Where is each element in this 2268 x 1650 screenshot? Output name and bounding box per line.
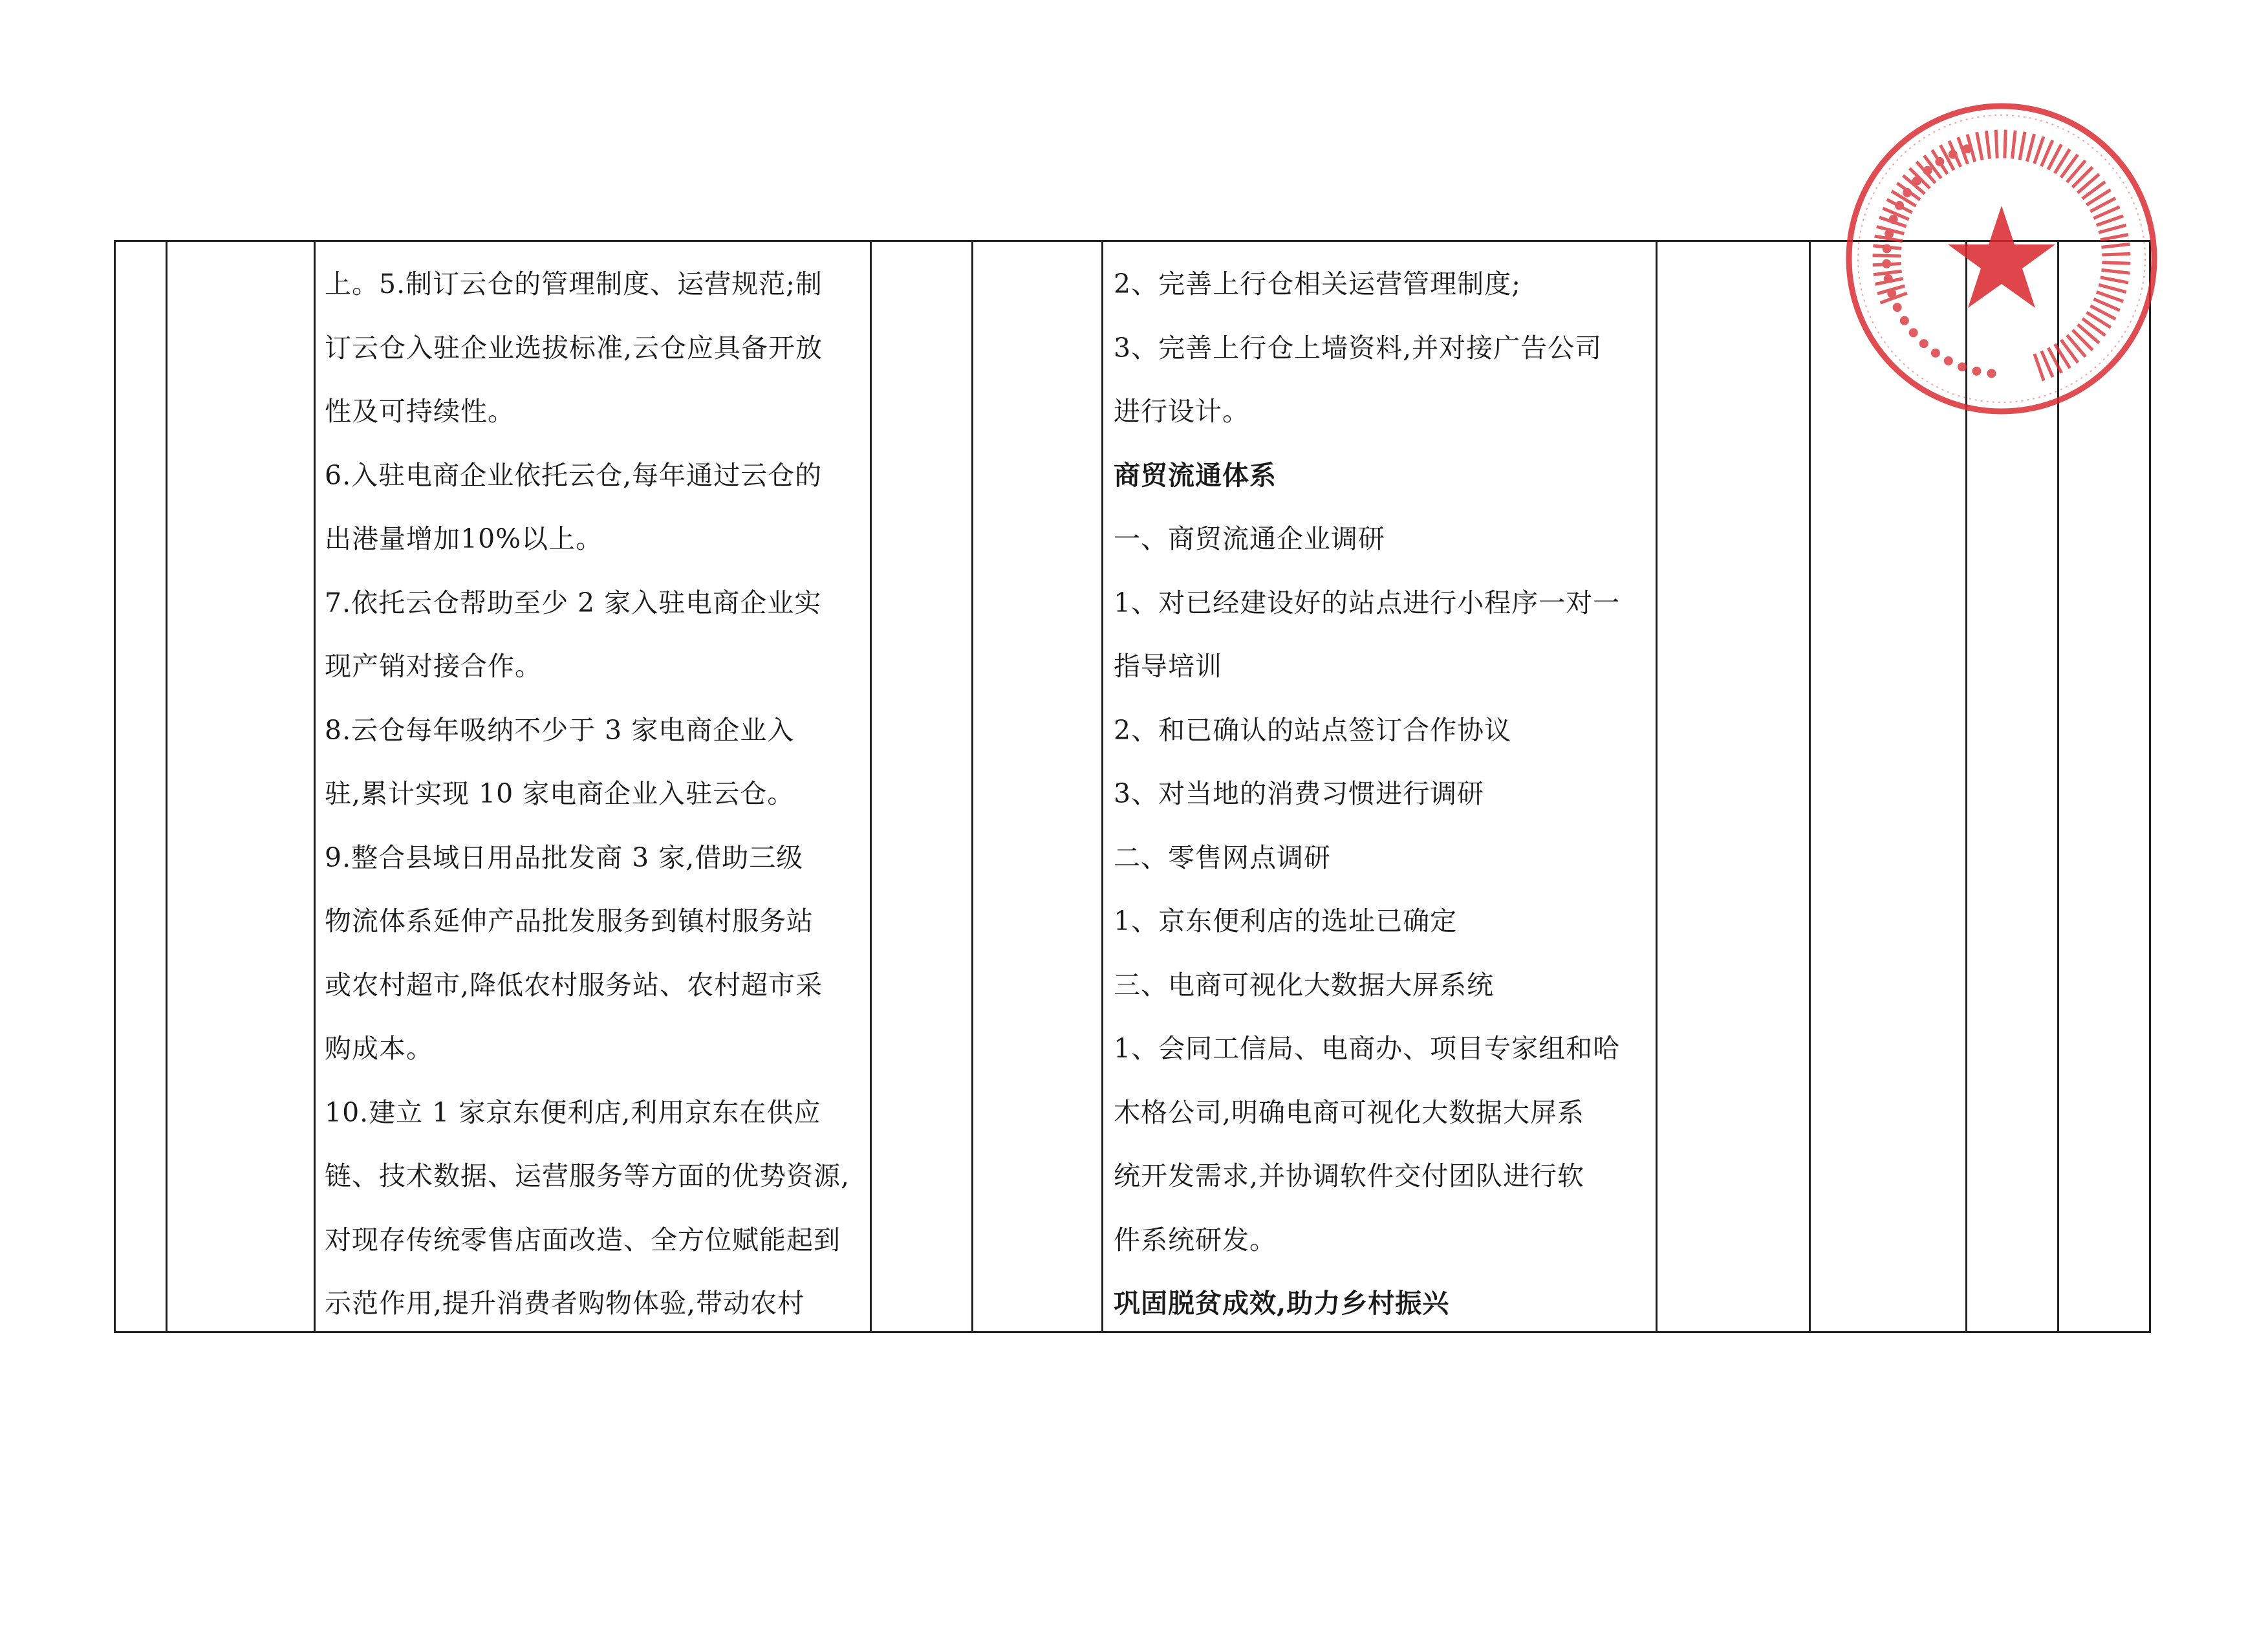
- seal-script-mark: [2081, 180, 2106, 200]
- goal-line: 上。5.制订云仓的管理制度、运营规范;制: [325, 268, 823, 299]
- goal-line: 7.依托云仓帮助至少 2 家入驻电商企业实: [325, 587, 822, 618]
- goal-column: [325, 252, 850, 1336]
- progress-line: 件系统研发。: [1114, 1224, 1277, 1255]
- seal-script-mark: [2100, 276, 2128, 284]
- table-column-divider: [971, 240, 973, 1333]
- seal-script-mark: [1887, 289, 1896, 298]
- seal-script-mark: [1903, 188, 1912, 197]
- seal-script-mark: [1895, 201, 1904, 210]
- seal-script-mark: [2082, 317, 2106, 336]
- seal-script-mark: [1885, 229, 1894, 238]
- goal-line: 性及可持续性。: [325, 396, 515, 427]
- seal-graphic: [1833, 91, 2170, 427]
- progress-line: 进行设计。: [1114, 396, 1249, 427]
- goal-line: 6.入驻电商企业依托云仓,每年通过云仓的: [325, 459, 823, 491]
- seal-script-mark: [2018, 131, 2027, 160]
- progress-line: 3、对当地的消费习惯进行调研: [1114, 778, 1485, 809]
- progress-line: 3、完善上行仓上墙资料,并对接广告公司: [1114, 332, 1603, 364]
- seal-script-mark: [1893, 303, 1902, 312]
- goal-line: 现产销对接合作。: [325, 651, 542, 682]
- seal-script-mark: [1994, 130, 1999, 158]
- seal-script-mark: [2101, 243, 2130, 249]
- goal-line: 或农村超市,降低农村服务站、农村超市采: [325, 969, 823, 1001]
- seal-script-mark: [2101, 268, 2130, 275]
- seal-script-mark: [2025, 133, 2036, 162]
- progress-line: 木格公司,明确电商可视化大数据大屏系: [1114, 1096, 1585, 1128]
- goal-line: 出港量增加10%以上。: [325, 523, 603, 554]
- progress-line: 一、商贸流通企业调研: [1114, 523, 1385, 554]
- seal-script-mark: [2066, 160, 2086, 184]
- table-column-divider: [1809, 240, 1811, 1333]
- goal-line: 8.云仓每年吸纳不少于 3 家电商企业入: [325, 714, 795, 746]
- seal-script-mark: [1900, 316, 1909, 325]
- goal-line: 驻,累计实现 10 家电商企业入驻云仓。: [325, 778, 795, 809]
- star-icon: [1948, 206, 2055, 308]
- section-heading: 巩固脱贫成效,助力乡村振兴: [1114, 1288, 1450, 1319]
- progress-line: 三、电商可视化大数据大屏系统: [1114, 969, 1494, 1001]
- seal-script-mark: [2003, 130, 2007, 158]
- seal-script-mark: [1949, 150, 1958, 159]
- seal-script-mark: [2100, 233, 2128, 241]
- seal-script-mark: [1958, 362, 1967, 371]
- seal-script-mark: [2099, 283, 2127, 294]
- progress-column: [1114, 252, 1620, 1336]
- seal-script-mark: [1944, 356, 1953, 365]
- progress-line: 统开发需求,并协调软件交付团队进行软: [1114, 1160, 1585, 1191]
- seal-script-mark: [1882, 259, 1891, 268]
- seal-script-mark: [2102, 252, 2130, 257]
- goal-line: 10.建立 1 家京东便利店,利用京东在供应: [325, 1096, 821, 1128]
- progress-line: 1、对已经建设好的站点进行小程序一对一: [1114, 587, 1621, 618]
- seal-script-mark: [1985, 131, 1991, 159]
- seal-script-mark: [1883, 244, 1892, 253]
- goal-line: 9.整合县域日用品批发商 3 家,借助三级: [325, 841, 804, 873]
- seal-script-mark: [1919, 339, 1928, 348]
- seal-script-mark: [1987, 369, 1996, 378]
- table-column-divider: [314, 240, 316, 1333]
- table-column-divider: [166, 240, 167, 1333]
- seal-script-mark: [2011, 130, 2017, 158]
- progress-line: 指导培训: [1114, 651, 1222, 682]
- progress-line: 2、完善上行仓相关运营管理制度;: [1114, 268, 1521, 299]
- seal-script-mark: [1931, 349, 1940, 358]
- goal-line: 订云仓入驻企业选拔标准,云仓应具备开放: [325, 332, 823, 364]
- section-heading: 商贸流通体系: [1114, 459, 1277, 491]
- table-column-divider: [1101, 240, 1103, 1333]
- goal-line: 对现存传统零售店面改造、全方位赋能起到: [325, 1224, 841, 1255]
- seal-script-mark: [1923, 166, 1932, 175]
- progress-line: 1、京东便利店的选址已确定: [1114, 906, 1458, 937]
- table-column-divider: [1656, 240, 1658, 1333]
- seal-script-mark: [2060, 339, 2079, 364]
- progress-line: 1、会同工信局、电商办、项目专家组和哈: [1114, 1033, 1621, 1064]
- goal-line: 购成本。: [325, 1033, 433, 1064]
- seal-script-mark: [2071, 329, 2094, 351]
- seal-script-mark: [1935, 157, 1944, 166]
- seal-script-mark: [1873, 254, 1901, 257]
- seal-script-mark: [1962, 144, 1971, 153]
- goal-line: 链、技术数据、运营服务等方面的优势资源,: [325, 1160, 850, 1191]
- seal-script-mark: [2060, 154, 2079, 179]
- seal-script-mark: [2066, 334, 2086, 358]
- progress-line: 2、和已确认的站点签订合作协议: [1114, 714, 1512, 746]
- official-seal: [1833, 91, 2170, 427]
- seal-script-mark: [2077, 323, 2101, 345]
- goal-line: 物流体系延伸产品批发服务到镇村服务站: [325, 906, 814, 937]
- seal-script-mark: [2102, 261, 2130, 265]
- progress-line: 二、零售网点调研: [1114, 841, 1331, 873]
- seal-script-mark: [1912, 177, 1921, 186]
- seal-script-mark: [2098, 224, 2126, 234]
- seal-script-mark: [1884, 274, 1893, 283]
- goal-line: 示范作用,提升消费者购物体验,带动农村: [325, 1288, 805, 1319]
- seal-script-mark: [2071, 166, 2094, 189]
- seal-script-mark: [2077, 173, 2101, 194]
- seal-script-mark: [1909, 328, 1918, 337]
- seal-script-mark: [1975, 132, 1983, 160]
- seal-script-mark: [1972, 367, 1981, 376]
- seal-script-mark: [1889, 215, 1898, 224]
- table-column-divider: [870, 240, 872, 1333]
